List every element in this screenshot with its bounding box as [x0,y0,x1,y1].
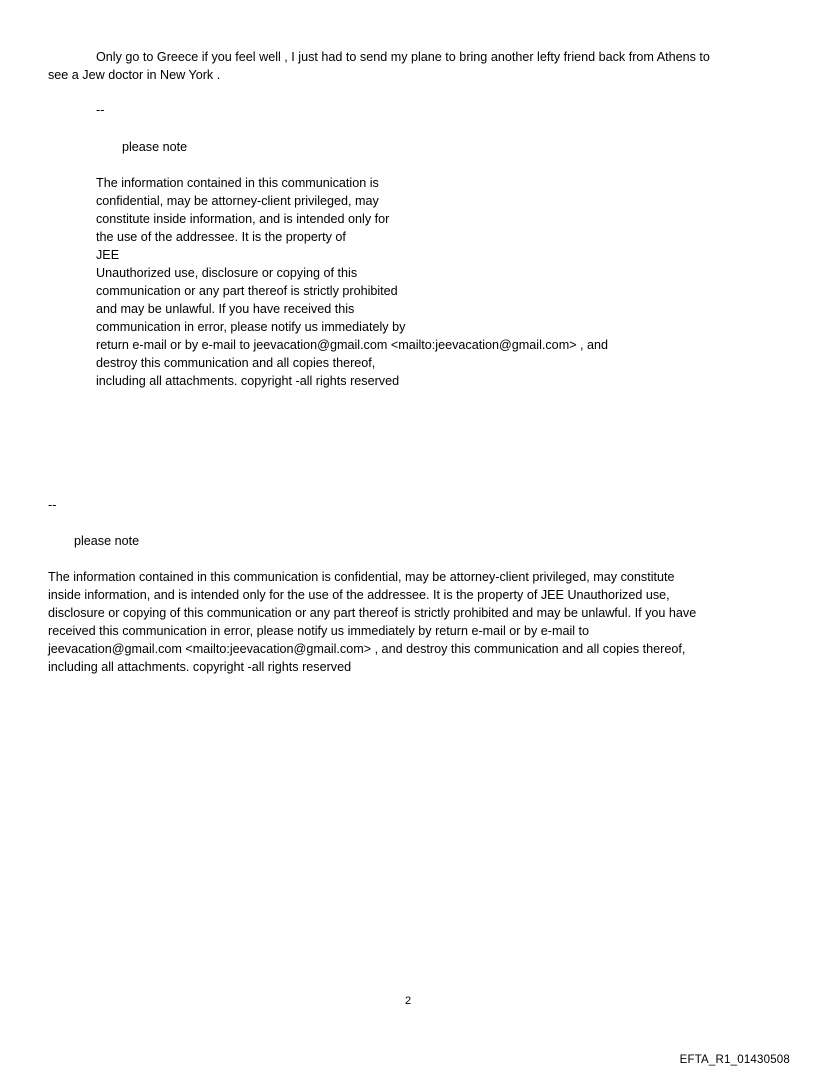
disclaimer-2-line: including all attachments. copyright -all rights reserved [48,660,352,674]
opening-line-1: Only go to Greece if you feel well , I just had to send my plane to bring another lefty friend back from Athens to [96,50,710,64]
disclaimer-1-line: confidential, may be attorney-client privileged, may [96,194,379,208]
note-heading-2: please note [74,534,140,548]
disclaimer-2-line: inside information, and is intended only for the use of the addressee. It is the property of JEE Unauthorized use, [48,588,670,602]
disclaimer-1-line: constitute inside information, and is intended only for [96,212,390,226]
disclaimer-1-line: the use of the addressee. It is the property of [96,230,346,244]
disclaimer-1-line: The information contained in this communication is [96,176,379,190]
disclaimer-2-line: disclosure or copying of this communication or any part thereof is strictly prohibited and may be unlawful. If you have [48,606,697,620]
disclaimer-1-line: JEE [96,248,120,262]
separator-1: -- [96,103,105,117]
disclaimer-1-line-with-email: return e-mail or by e-mail to jeevacation@gmail.com <mailto:jeevacation@gmail.com> , and [96,338,609,352]
disclaimer-1-line: communication in error, please notify us immediately by [96,320,406,334]
disclaimer-2-line: received this communication in error, please notify us immediately by return e-mail or by e-mail to [48,624,590,638]
note-heading-1: please note [122,140,188,154]
disclaimer-1-line: and may be unlawful. If you have received this [96,302,355,316]
separator-2: -- [48,498,57,512]
disclaimer-block-1 [96,174,608,390]
disclaimer-1-line: destroy this communication and all copies thereof, [96,356,376,370]
disclaimer-1-line: communication or any part thereof is strictly prohibited [96,284,398,298]
page-number: 2 [404,995,412,1007]
disclaimer-block-2 [48,568,696,676]
disclaimer-1-line: Unauthorized use, disclosure or copying of this [96,266,358,280]
disclaimer-2-line-with-email: jeevacation@gmail.com <mailto:jeevacation@gmail.com> , and destroy this communication and all copies thereof, [48,642,686,656]
opening-line-2: see a Jew doctor in New York . [48,68,221,82]
disclaimer-2-line: The information contained in this communication is confidential, may be attorney-client privileged, may constitute [48,570,675,584]
disclaimer-1-line: including all attachments. copyright -all rights reserved [96,374,400,388]
document-id: EFTA_R1_01430508 [679,1054,790,1066]
